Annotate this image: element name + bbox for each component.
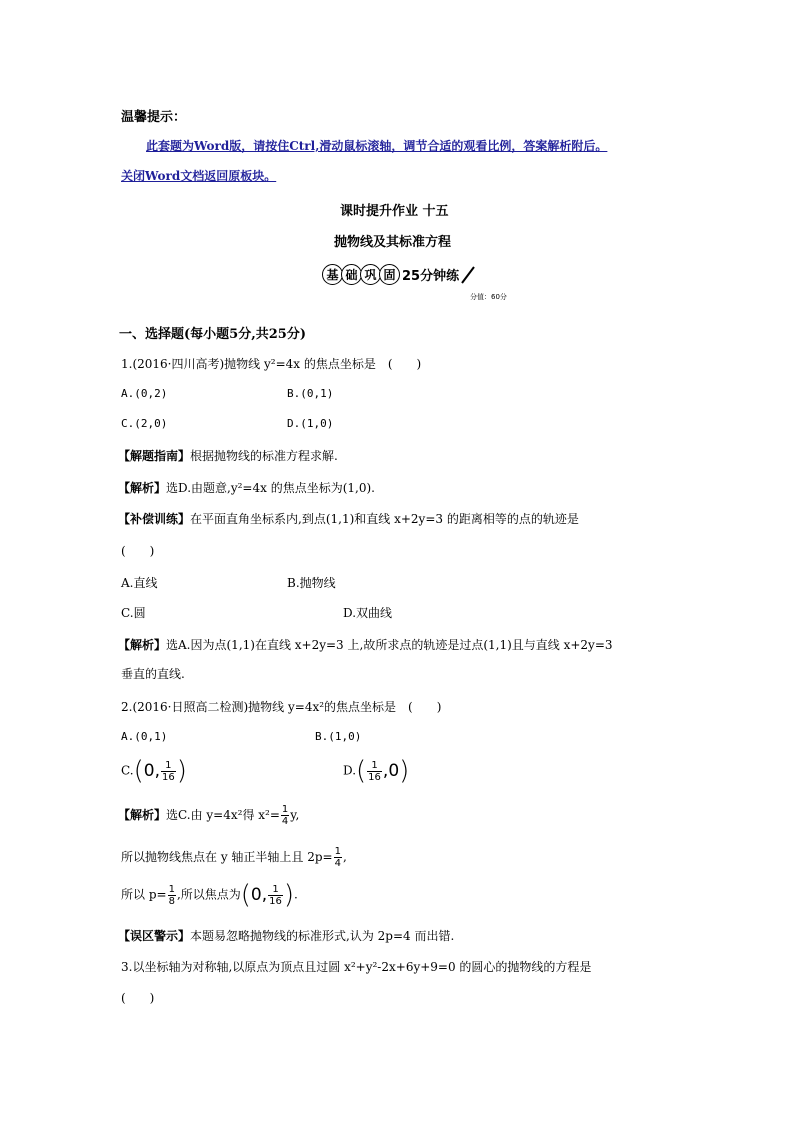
badge-char-4: 固 <box>379 264 400 285</box>
denominator: 16 <box>269 895 282 907</box>
extra-option-a: A.直线 <box>121 576 158 590</box>
option-c-label: C. <box>121 763 134 778</box>
tip-title: 温馨提示： <box>121 110 187 125</box>
denominator: 4 <box>334 858 341 869</box>
paren-open: ( <box>240 880 251 910</box>
warning-text: 本题易忽略抛物线的标准形式,认为 2p=4 而出错. <box>190 929 455 943</box>
extra-option-c: C.圆 <box>121 606 146 620</box>
paren-open: ( <box>356 756 367 786</box>
paren-close: ) <box>176 756 187 786</box>
q2-option-b: B.(1,0) <box>315 730 362 743</box>
answer-text-b: y, <box>290 808 300 822</box>
guide-tag: 【解题指南】 <box>118 449 191 463</box>
numerator: 1 <box>168 883 175 895</box>
fraction-1-4 <box>281 804 289 827</box>
line3-text: 所以 p= <box>121 887 167 902</box>
badge-time: 25分钟练 <box>402 269 460 284</box>
extra-answer <box>118 636 613 653</box>
extra-answer-line2: 垂直的直线. <box>121 667 185 681</box>
fraction-1-16 <box>161 760 176 783</box>
zero-value: 0 <box>143 761 155 781</box>
q2-answer <box>118 804 299 827</box>
extra-answer-tag: 【解析】 <box>118 638 167 652</box>
line3-end: . <box>294 887 298 902</box>
comma: , <box>261 885 268 905</box>
badge-char-1: 基 <box>322 264 343 285</box>
page-title: 课时提升作业 十五 <box>340 204 449 219</box>
denominator: 16 <box>161 771 175 783</box>
numerator: 1 <box>272 883 279 895</box>
fraction-1-8 <box>168 884 176 907</box>
section-title: 一、选择题(每小题5分,共25分) <box>119 327 306 342</box>
answer-text-a: 选C.由 y=4x²得 x²= <box>166 808 280 822</box>
denominator: 8 <box>168 895 175 907</box>
q2-answer-line2 <box>121 846 347 869</box>
badge-char-2: 础 <box>341 264 362 285</box>
answer-tag: 【解析】 <box>118 808 167 822</box>
page-subtitle: 抛物线及其标准方程 <box>334 235 452 250</box>
line2-end: , <box>342 850 347 864</box>
denominator: 4 <box>281 816 289 827</box>
extra-text: 在平面直角坐标系内,到点(1,1)和直线 x+2y=3 的距离相等的点的轨迹是 <box>190 512 579 526</box>
q1-option-c: C.(2,0) <box>121 417 168 430</box>
paren-close: ) <box>283 880 295 910</box>
paren-close: ) <box>399 756 410 786</box>
fraction-1-4 <box>334 846 342 869</box>
denominator: 16 <box>368 771 381 783</box>
score-label: 分值：60分 <box>470 293 507 301</box>
numerator: 1 <box>334 846 341 857</box>
q2-option-c <box>121 758 187 784</box>
comma: , <box>382 761 389 781</box>
q3-stem: 3.以坐标轴为对称轴,以原点为顶点且过圆 x²+y²-2x+6y+9=0 的圆心的抛物线的方程是 <box>121 960 592 974</box>
q1-answer <box>118 479 375 496</box>
q1-stem: 1.(2016·四川高考)抛物线 y²=4x 的焦点坐标是 ( ) <box>121 357 422 371</box>
extra-answer-line1: 选A.因为点(1,1)在直线 x+2y=3 上,故所求点的轨迹是过点(1,1)且与直线 x+2y=3 <box>166 638 613 652</box>
numerator: 1 <box>371 759 378 771</box>
guide-text: 根据抛物线的标准方程求解. <box>190 449 338 463</box>
extra-tag: 【补偿训练】 <box>118 512 191 526</box>
option-d-label: D. <box>343 763 357 778</box>
section-badge <box>322 264 476 285</box>
q1-guide <box>118 447 338 464</box>
warning-tag: 【误区警示】 <box>118 929 191 943</box>
tip-line-1: 此套题为Word版，请按住Ctrl,滑动鼠标滚轴，调节合适的观看比例，答案解析附后。 <box>146 139 608 153</box>
q2-option-a: A.(0,1) <box>121 730 168 743</box>
line2-text: 所以抛物线焦点在 y 轴正半轴上且 2p= <box>121 850 333 864</box>
q1-extra-blank: ( ) <box>121 544 155 558</box>
q1-extra <box>118 510 579 527</box>
answer-text: 选D.由题意,y²=4x 的焦点坐标为(1,0). <box>166 481 375 495</box>
extra-option-d: D.双曲线 <box>343 606 393 620</box>
numerator: 1 <box>165 759 172 771</box>
numerator: 1 <box>281 804 289 815</box>
fraction-1-16 <box>268 884 283 907</box>
q1-option-a: A.(0,2) <box>121 387 168 400</box>
q2-warning <box>118 927 454 944</box>
line3-mid: ,所以焦点为 <box>176 887 241 902</box>
paren-open: ( <box>133 756 144 786</box>
q1-option-d: D.(1,0) <box>287 417 334 430</box>
pencil-icon <box>460 265 476 285</box>
q2-option-d <box>343 758 409 784</box>
q3-blank: ( ) <box>121 991 155 1005</box>
comma: , <box>154 761 160 781</box>
fraction-1-16 <box>367 760 382 783</box>
q1-option-b: B.(0,1) <box>287 387 334 400</box>
tip-line-2: 关闭Word文档返回原板块。 <box>121 169 277 183</box>
q2-stem: 2.(2016·日照高二检测)抛物线 y=4x²的焦点坐标是 ( ) <box>121 700 442 714</box>
zero-value: 0 <box>388 761 400 781</box>
extra-option-b: B.抛物线 <box>287 576 336 590</box>
answer-tag: 【解析】 <box>118 481 167 495</box>
q2-answer-line3 <box>121 882 298 908</box>
zero-value: 0 <box>250 885 262 905</box>
badge-char-3: 巩 <box>360 264 381 285</box>
